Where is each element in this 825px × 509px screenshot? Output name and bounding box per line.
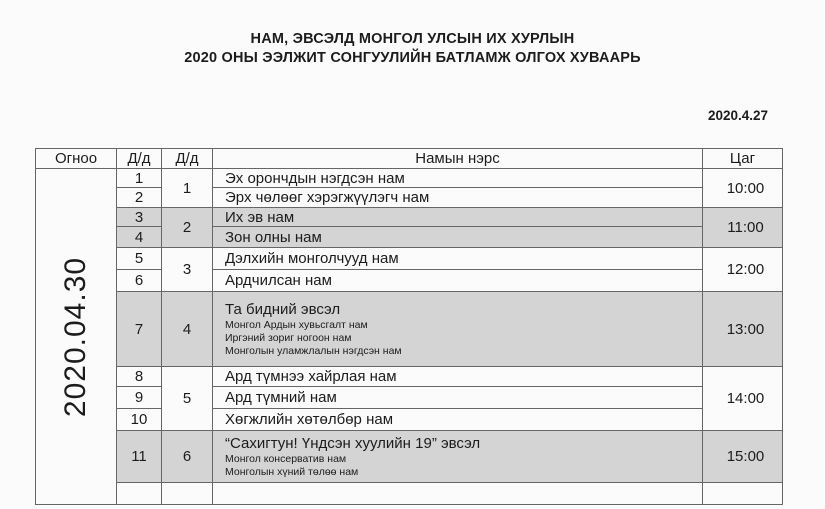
row-number: 11 <box>117 431 162 483</box>
group-number: 1 <box>162 169 213 208</box>
coalition-member: Монголын уламжлалын нэгдсэн нам <box>225 344 402 357</box>
coalition-member: Иргэний зориг ногоон нам <box>225 331 352 344</box>
table-row <box>36 387 783 409</box>
table-row <box>36 409 783 431</box>
table-row <box>36 208 783 227</box>
vertical-date: 2020.04.30 <box>59 256 92 417</box>
group-number: 3 <box>162 248 213 292</box>
coalition-member: Монгол консерватив нам <box>225 452 347 465</box>
coalition-name: “Сахигтун! Үндсэн хуулийн 19” эвсэл <box>225 434 481 452</box>
table-row <box>36 248 783 270</box>
party-name: Эрх чөлөөг хэрэгжүүлэгч нам <box>213 188 703 208</box>
title-line-2: 2020 ОНЫ ЭЭЛЖИТ СОНГУУЛИЙН БАТЛАМЖ ОЛГОХ ХУВААРЬ <box>184 50 641 66</box>
row-number: 8 <box>117 367 162 387</box>
table-row <box>36 270 783 292</box>
row-number: 9 <box>117 387 162 409</box>
coalition-name: Та бидний эвсэл <box>225 300 341 318</box>
coalition-cell <box>213 431 703 483</box>
table-row <box>36 367 783 387</box>
schedule-table <box>35 148 783 505</box>
party-name: Эх орончдын нэгдсэн нам <box>213 169 703 188</box>
party-name: Ард түмний нам <box>213 387 703 409</box>
party-name: Хөгжлийн хөтөлбөр нам <box>213 409 703 431</box>
table-row <box>36 431 783 483</box>
party-name: Ардчилсан нам <box>213 270 703 292</box>
party-name: Зон олны нам <box>213 227 703 248</box>
time-slot: 10:00 <box>703 169 783 208</box>
title-line-1: НАМ, ЭВСЭЛД МОНГОЛ УЛСЫН ИХ ХУРЛЫН <box>250 31 575 47</box>
coalition-cell <box>213 292 703 367</box>
row-number: 3 <box>117 208 162 227</box>
date-cell <box>36 169 117 505</box>
column-header-date: Огноо <box>36 149 117 169</box>
table-row <box>36 169 783 188</box>
row-number: 7 <box>117 292 162 367</box>
group-number: 5 <box>162 367 213 431</box>
row-number: 6 <box>117 270 162 292</box>
column-header-group-number: Д/д <box>162 149 213 169</box>
document-title <box>0 30 825 68</box>
row-number: 2 <box>117 188 162 208</box>
column-header-row-number: Д/д <box>117 149 162 169</box>
table-row <box>36 188 783 208</box>
header-row <box>36 149 783 169</box>
time-slot: 12:00 <box>703 248 783 292</box>
table-row <box>36 292 783 367</box>
column-header-party-names: Намын нэрс <box>213 149 703 169</box>
party-name: Дэлхийн монголчууд нам <box>213 248 703 270</box>
row-number: 1 <box>117 169 162 188</box>
document-date: 2020.4.27 <box>707 108 768 123</box>
party-name: Ард түмнээ хайрлая нам <box>213 367 703 387</box>
group-number: 4 <box>162 292 213 367</box>
table-row <box>36 483 783 505</box>
party-name: Их эв нам <box>213 208 703 227</box>
row-number: 4 <box>117 227 162 248</box>
row-number: 5 <box>117 248 162 270</box>
time-slot: 15:00 <box>703 431 783 483</box>
row-number: 10 <box>117 409 162 431</box>
time-slot: 14:00 <box>703 367 783 431</box>
time-slot: 13:00 <box>703 292 783 367</box>
coalition-member: Монголын хүний төлөө нам <box>225 465 359 478</box>
table-row <box>36 227 783 248</box>
group-number: 2 <box>162 208 213 248</box>
group-number: 6 <box>162 431 213 483</box>
column-header-time: Цаг <box>703 149 783 169</box>
coalition-member: Монгол Ардын хувьсгалт нам <box>225 318 368 331</box>
time-slot: 11:00 <box>703 208 783 248</box>
